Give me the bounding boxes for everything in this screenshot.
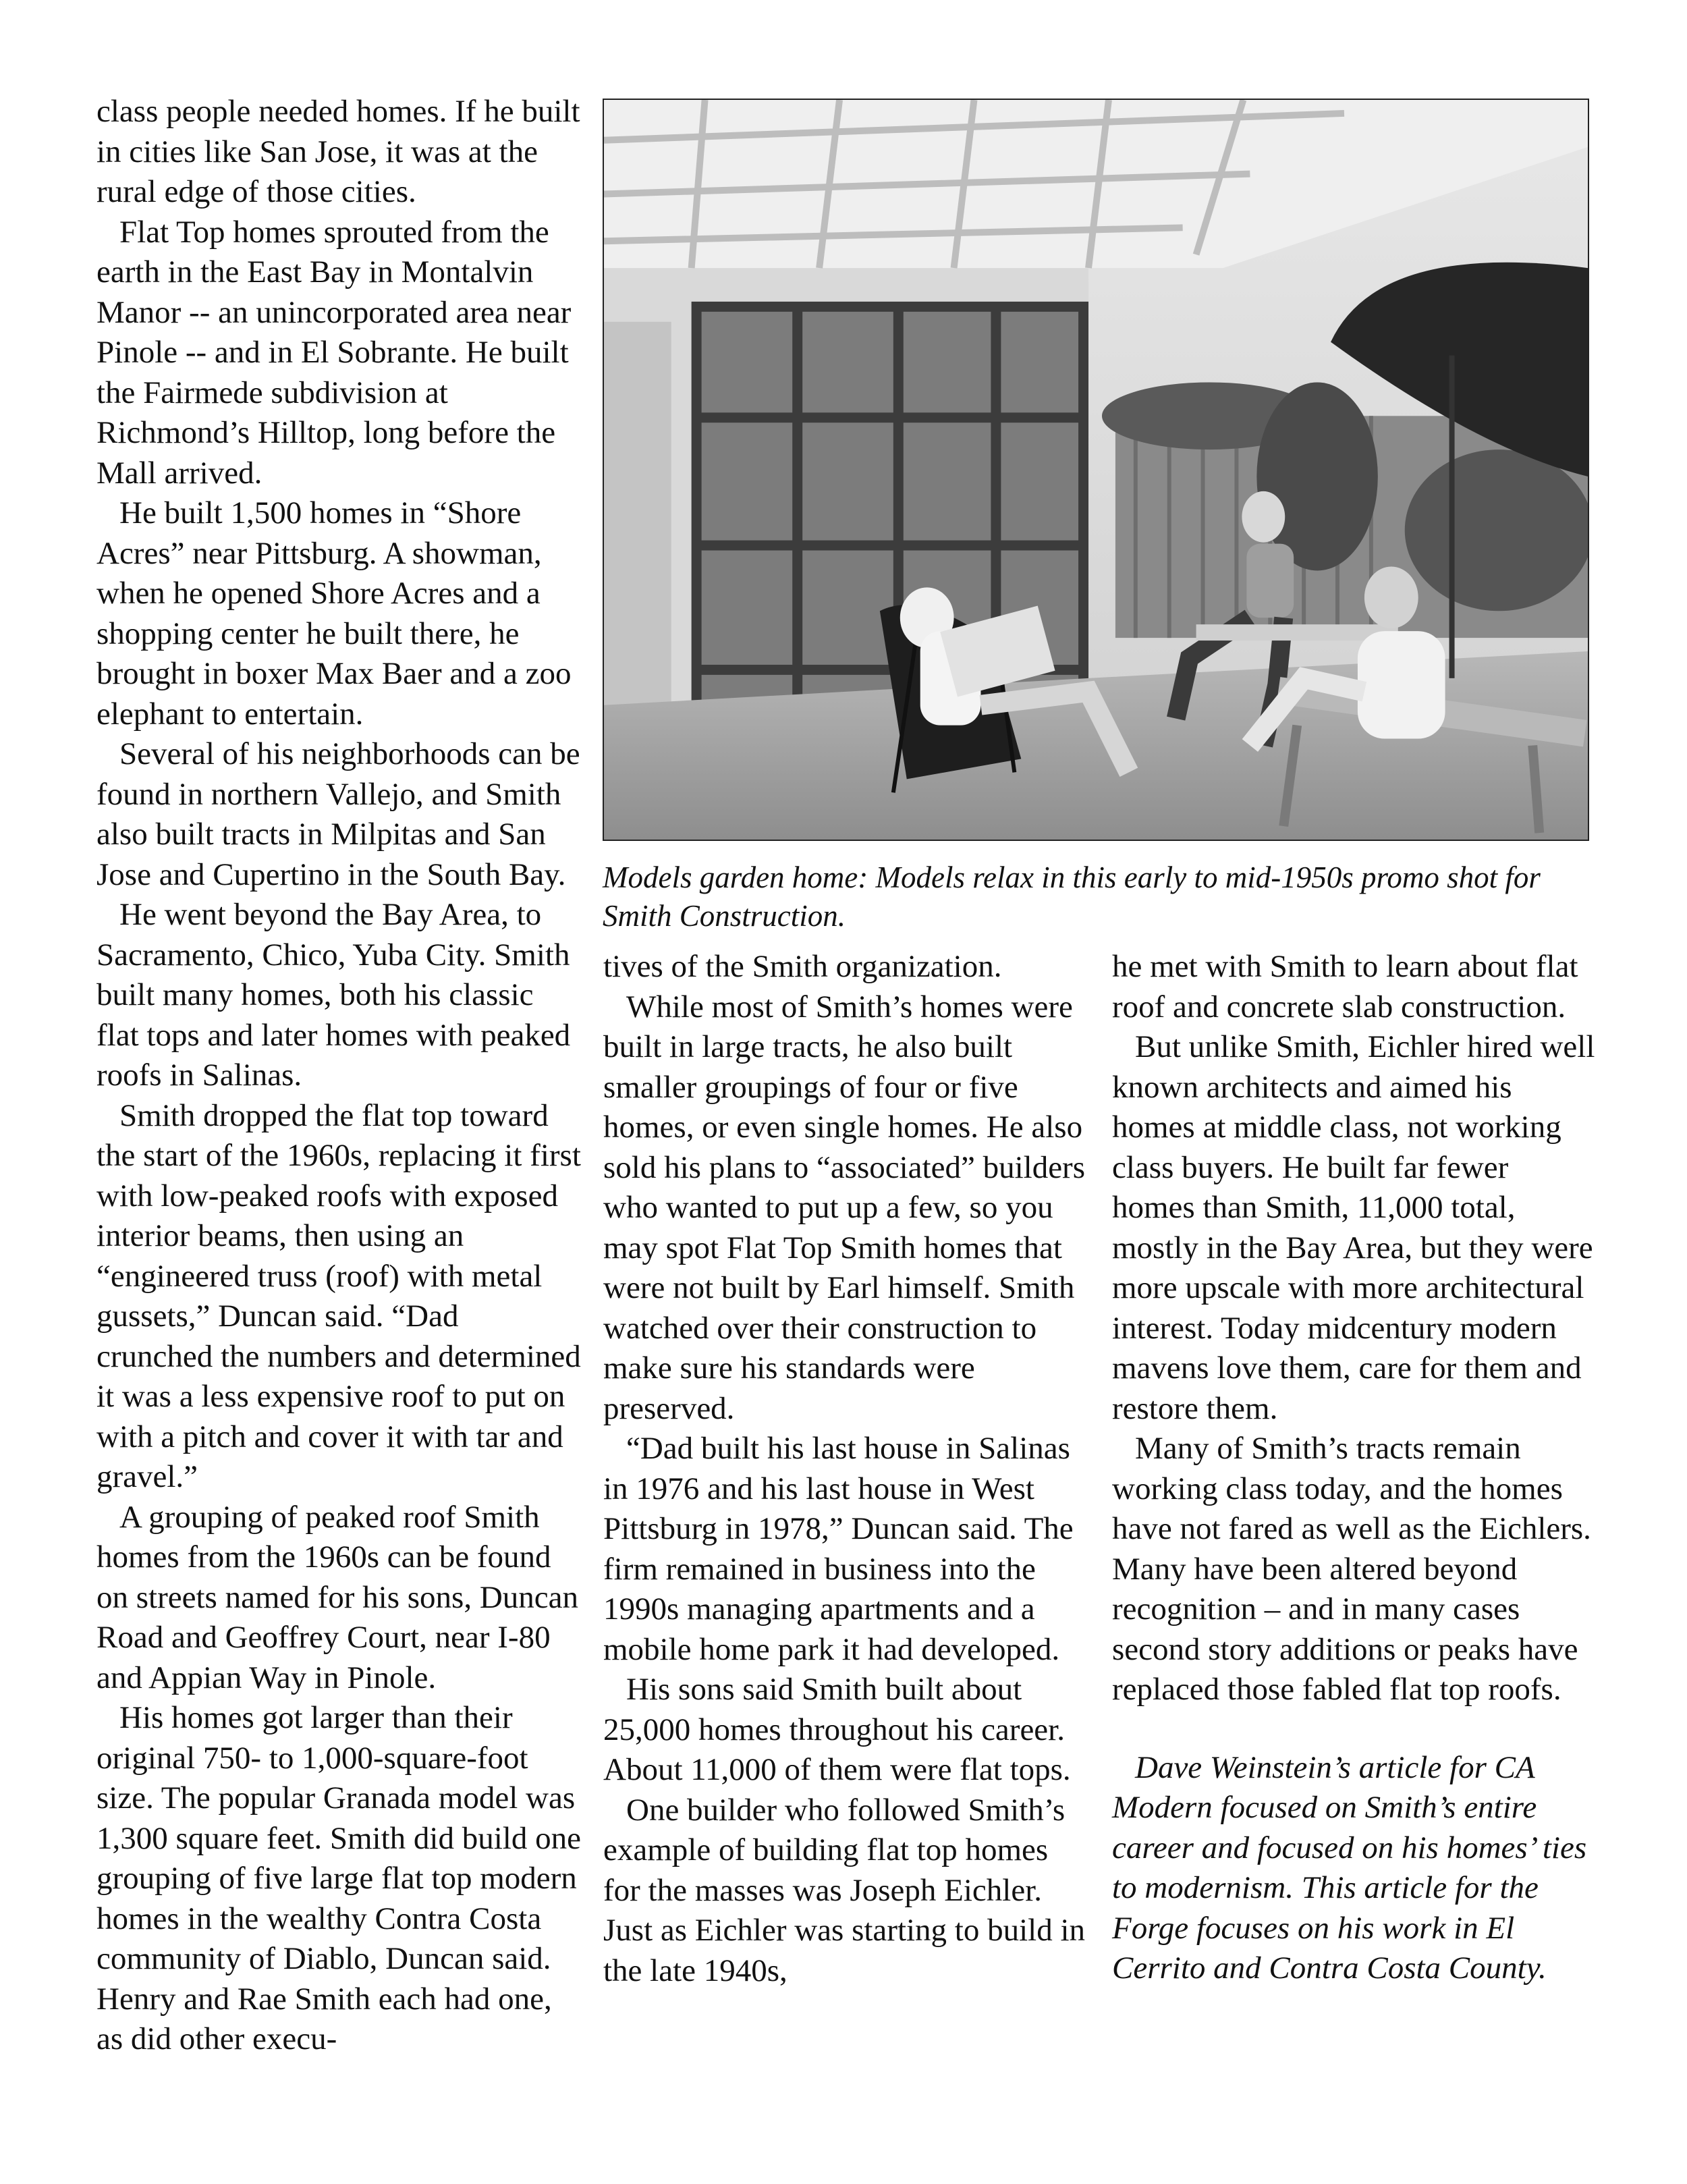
paragraph: A grouping of peaked roof Smith homes from the 1960s can be found on streets named for his sons, Duncan Road and Geoffrey Court, near I-80 and Appian Way in Pinole. — [96, 1499, 578, 1695]
paragraph: class people needed homes. If he built in cities like San Jose, it was at the rural edge of those cities. — [96, 94, 580, 209]
photo-caption: Models garden home: Models relax in this early to mid-1950s promo shot for Smith Construction. — [603, 861, 1541, 933]
article-column-1 — [96, 92, 582, 2060]
paragraph: He built 1,500 homes in “Shore Acres” near Pittsburg. A showman, when he opened Shore Acres and a shopping center he built there, he brought in boxer Max Baer and a zoo elephant to entertain. — [96, 495, 572, 732]
paragraph: Flat Top homes sprouted from the earth in the East Bay in Montalvin Manor -- an unincorporated area near Pinole -- and in El Sobrante. He built the Fairmede subdivision at Richmond’s Hilltop, long before the Mall arrived. — [96, 214, 572, 491]
article-column-2 — [603, 947, 1089, 1991]
paragraph: “Dad built his last house in Salinas in 1976 and his last house in West Pittsburg in 1978,” Duncan said. The firm remained in business into the 1990s managing apartments and a mobile home park it had developed. — [603, 1431, 1074, 1667]
article-column-3 — [1112, 947, 1598, 1989]
paragraph: tives of the Smith organization. — [603, 949, 1002, 984]
paragraph: His homes got larger than their original 750- to 1,000-square-foot size. The popular Granada model was 1,300 square feet. Smith did build one grouping of five large flat top modern homes in the wealthy Contra Costa community of Diablo, Duncan said. Henry and Rae Smith each had one, as did other execu- — [96, 1700, 581, 2056]
paragraph: Many of Smith’s tracts remain working class today, and the homes have not fared as well as the Eichlers. Many have been altered beyond recognition – and in many cases second story additions or peaks have replaced those fabled flat top roofs. — [1112, 1431, 1591, 1707]
author-note: Dave Weinstein’s article for CA Modern focused on Smith’s entire career and focused on his homes’ ties to modernism. This article for the Forge focuses on his work in El Cerrito and Contra Costa County. — [1112, 1749, 1587, 1986]
promo-photo — [603, 99, 1589, 841]
paragraph: While most of Smith’s homes were built in large tracts, he also built smaller groupings of four or five homes, or even single homes. He also sold his plans to “associated” builders who wanted to put up a few, so you may spot Flat Top Smith homes that were not built by Earl himself. Smith watched over their construction to make sure his standards were preserved. — [603, 989, 1085, 1426]
paragraph: But unlike Smith, Eichler hired well known architects and aimed his homes at middle class, not working class buyers. He built far fewer homes than Smith, 11,000 total, mostly in the Bay Area, but they were more upscale with more architectural interest. Today midcentury modern mavens love them, care for them and restore them. — [1112, 1029, 1595, 1426]
paragraph: He went beyond the Bay Area, to Sacramento, Chico, Yuba City. Smith built many homes, both his classic flat tops and later homes with peaked roofs in Salinas. — [96, 897, 571, 1093]
paragraph: His sons said Smith built about 25,000 homes throughout his career. About 11,000 of them were flat tops. — [603, 1672, 1071, 1787]
paragraph: he met with Smith to learn about flat roof and concrete slab construction. — [1112, 949, 1578, 1025]
paragraph: Several of his neighborhoods can be found in northern Vallejo, and Smith also built tracts in Milpitas and San Jose and Cupertino in the South Bay. — [96, 736, 580, 892]
paragraph: One builder who followed Smith’s example of building flat top homes for the masses was Joseph Eichler. Just as Eichler was starting to build in the late 1940s, — [603, 1792, 1086, 1988]
paragraph: Smith dropped the flat top toward the start of the 1960s, replacing it first with low-peaked roofs with exposed interior beams, then using an “engineered truss (roof) with metal gussets,” Duncan said. “Dad crunched the numbers and determined it was a less expensive roof to put on with a pitch and cover it with tar and gravel.” — [96, 1097, 581, 1494]
